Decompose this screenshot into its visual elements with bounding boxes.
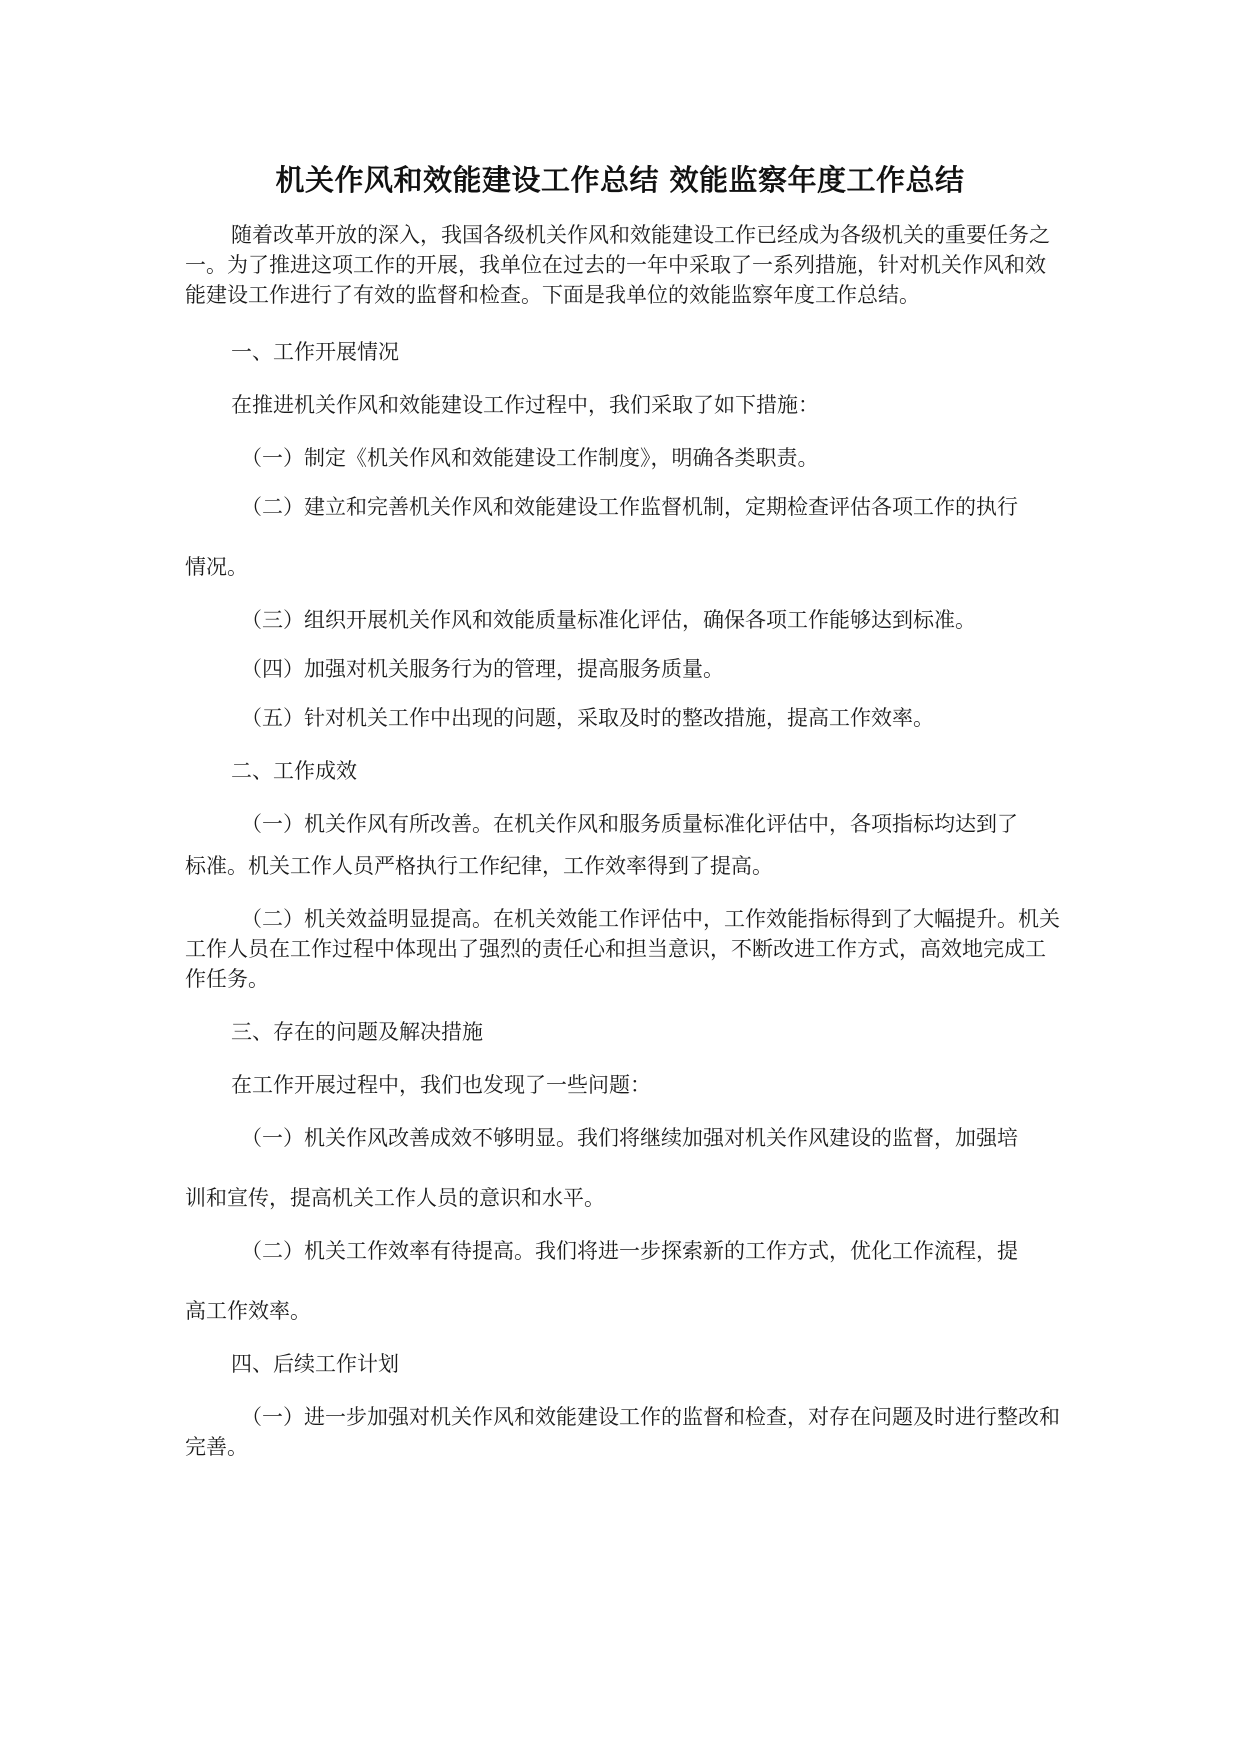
section2-item-1-line1: （一）机关作风有所改善。在机关作风和服务质量标准化评估中，各项指标均达到了 [241, 812, 1018, 836]
section-heading-4: 四、后续工作计划 [231, 1352, 399, 1376]
section-heading-3: 三、存在的问题及解决措施 [231, 1020, 483, 1044]
section-heading-2: 二、工作成效 [231, 759, 357, 783]
document-body [185, 220, 1060, 1485]
section1-item-5: （五）针对机关工作中出现的问题，采取及时的整改措施，提高工作效率。 [241, 706, 934, 730]
section3-item-2-line1: （二）机关工作效率有待提高。我们将进一步探索新的工作方式，优化工作流程，提 [241, 1239, 1018, 1263]
section3-item-1-line1: （一）机关作风改善成效不够明显。我们将继续加强对机关作风建设的监督，加强培 [241, 1126, 1018, 1150]
section2-item-1-line2: 标准。机关工作人员严格执行工作纪律，工作效率得到了提高。 [185, 854, 773, 878]
section1-item-2-line1: （二）建立和完善机关作风和效能建设工作监督机制，定期检查评估各项工作的执行 [241, 495, 1018, 519]
section1-item-3: （三）组织开展机关作风和效能质量标准化评估，确保各项工作能够达到标准。 [241, 608, 976, 632]
section2-item-2: （二）机关效益明显提高。在机关效能工作评估中，工作效能指标得到了大幅提升。机关工作人员在工作过程中体现出了强烈的责任心和担当意识，不断改进工作方式，高效地完成工作任务。 [185, 907, 1060, 991]
document-title: 机关作风和效能建设工作总结 效能监察年度工作总结 [275, 163, 965, 197]
section1-item-4: （四）加强对机关服务行为的管理，提高服务质量。 [241, 657, 724, 681]
section3-lead: 在工作开展过程中，我们也发现了一些问题： [231, 1073, 651, 1097]
section3-item-2-line2: 高工作效率。 [185, 1299, 311, 1323]
section1-item-1: （一）制定《机关作风和效能建设工作制度》，明确各类职责。 [241, 446, 819, 470]
section-heading-1: 一、工作开展情况 [231, 340, 399, 364]
section1-item-2-line2: 情况。 [185, 555, 248, 579]
section4-item-1: （一）进一步加强对机关作风和效能建设工作的监督和检查，对存在问题及时进行整改和完善。 [185, 1405, 1060, 1459]
section3-item-1-line2: 训和宣传，提高机关工作人员的意识和水平。 [185, 1186, 605, 1210]
intro-paragraph: 随着改革开放的深入，我国各级机关作风和效能建设工作已经成为各级机关的重要任务之一。为了推进这项工作的开展，我单位在过去的一年中采取了一系列措施，针对机关作风和效能建设工作进行了有效的监督和检查。下面是我单位的效能监察年度工作总结。 [185, 223, 1050, 307]
section1-lead: 在推进机关作风和效能建设工作过程中，我们采取了如下措施： [231, 393, 819, 417]
